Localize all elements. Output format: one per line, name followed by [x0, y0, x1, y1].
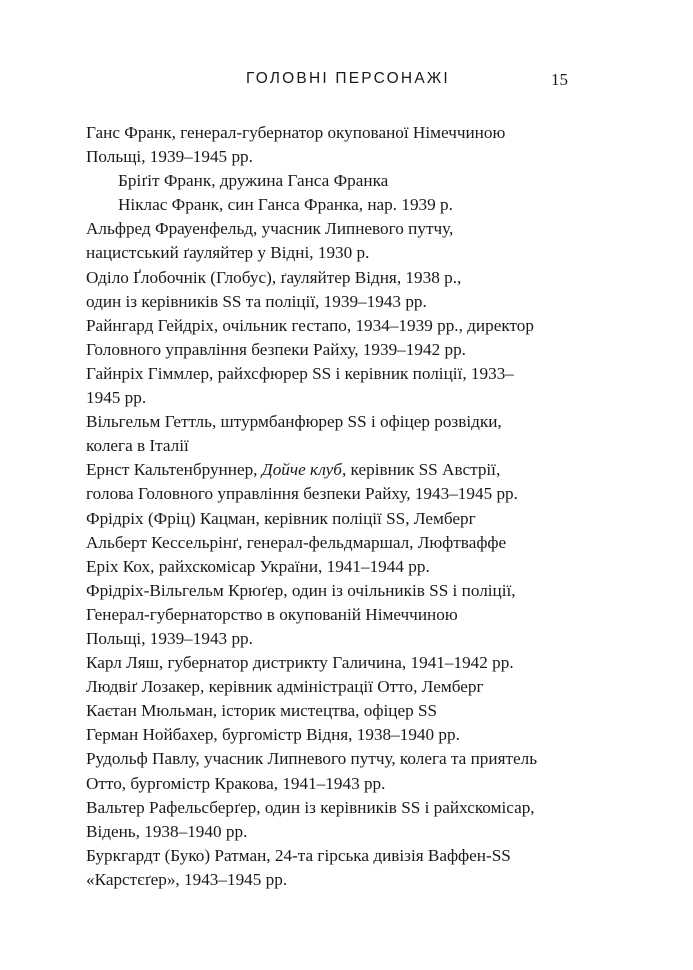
- list-item: [86, 796, 606, 844]
- entry-line: Вільгельм Геттль, штурмбанфюрер SS і офіцер розвідки,: [86, 412, 502, 432]
- entry-line: Оділо Ґлобочнік (Глобус), ґауляйтер Відня, 1938 р.,: [86, 267, 462, 287]
- list-item: [86, 217, 606, 265]
- entry-line: Буркгардт (Буко) Ратман, 24-та гірська дивізія Ваффен-SS: [86, 845, 511, 865]
- list-item: [86, 169, 606, 193]
- entry-line: 1945 рр.: [86, 388, 147, 408]
- entry-line: Генерал-губернаторство в окупованій Німеччиною: [86, 604, 458, 624]
- entry-line: нацистський ґауляйтер у Відні, 1930 р.: [86, 243, 370, 263]
- list-item: [86, 410, 606, 458]
- entry-line: Еріх Кох, райхскомісар України, 1941–1944 рр.: [86, 556, 430, 576]
- list-item: [86, 747, 606, 795]
- list-item: [86, 458, 606, 506]
- list-item: [86, 193, 606, 217]
- entry-line: Фрідріх-Вільгельм Крюґер, один із очільників SS і поліції,: [86, 580, 516, 600]
- list-item: [86, 579, 606, 651]
- entry-line: Альберт Кессельрінґ, генерал-фельдмаршал, Люфтваффе: [86, 532, 507, 552]
- entry-line: Відень, 1938–1940 рр.: [86, 821, 248, 841]
- list-item: [86, 314, 606, 362]
- list-item: [86, 699, 606, 723]
- entry-line: Польщі, 1939–1943 рр.: [86, 628, 253, 648]
- list-item: [86, 651, 606, 675]
- entry-line: Карл Ляш, губернатор дистрикту Галичина, 1941–1942 рр.: [86, 653, 514, 673]
- entry-line: один із керівників SS та поліції, 1939–1943 рр.: [86, 291, 427, 311]
- entry-line: Бріґіт Франк, дружина Ганса Франка: [118, 171, 389, 191]
- character-list: [86, 121, 606, 892]
- list-item: [86, 675, 606, 699]
- list-item: [86, 555, 606, 579]
- list-item: [86, 266, 606, 314]
- list-item: [86, 844, 606, 892]
- entry-line: Герман Нойбахер, бургомістр Відня, 1938–1940 рр.: [86, 725, 460, 745]
- entry-line: Райнгард Гейдріх, очільник гестапо, 1934–1939 рр., директор: [86, 315, 534, 335]
- entry-line: «Карстєґер», 1943–1945 рр.: [86, 869, 288, 889]
- entry-line: Рудольф Павлу, учасник Липневого путчу, колега та приятель: [86, 749, 538, 769]
- list-item: [86, 531, 606, 555]
- entry-line: Людвіґ Лозакер, керівник адміністрації Отто, Лемберг: [86, 677, 484, 697]
- page-number: 15: [551, 70, 568, 89]
- italic-club-name: Дойче клуб: [261, 460, 342, 480]
- list-item: [86, 362, 606, 410]
- entry-line: колега в Італії: [86, 436, 189, 456]
- entry-line: Польщі, 1939–1945 рр.: [86, 147, 253, 167]
- entry-line: Отто, бургомістр Кракова, 1941–1943 рр.: [86, 773, 386, 793]
- entry-line: [86, 458, 606, 482]
- entry-line: Альфред Фрауенфельд, учасник Липневого путчу,: [86, 219, 454, 239]
- running-header: [0, 68, 693, 94]
- entry-text: , керівник SS Австрії,: [341, 460, 501, 480]
- entry-line: Вальтер Рафельсберґер, один із керівників SS і райхскомісар,: [86, 797, 535, 817]
- entry-line: Ніклас Франк, син Ганса Франка, нар. 1939 р.: [118, 195, 453, 215]
- entry-line: Каєтан Мюльман, історик мистецтва, офіцер SS: [86, 701, 438, 721]
- entry-line: Ганс Франк, генерал-губернатор окупованої Німеччиною: [86, 123, 506, 142]
- entry-line: голова Головного управління безпеки Райху, 1943–1945 рр.: [86, 484, 518, 504]
- list-item: [86, 121, 606, 169]
- list-item: [86, 723, 606, 747]
- entry-text: Ернст Кальтенбруннер,: [86, 460, 262, 480]
- entry-line: Фрідріх (Фріц) Кацман, керівник поліції SS, Лемберг: [86, 508, 476, 528]
- entry-line: Гайнріх Гіммлер, райхсфюрер SS і керівник поліції, 1933–: [86, 363, 514, 383]
- entry-line: Головного управління безпеки Райху, 1939–1942 рр.: [86, 339, 466, 359]
- running-title: ГОЛОВНІ ПЕРСОНАЖІ: [246, 70, 450, 87]
- list-item: [86, 507, 606, 531]
